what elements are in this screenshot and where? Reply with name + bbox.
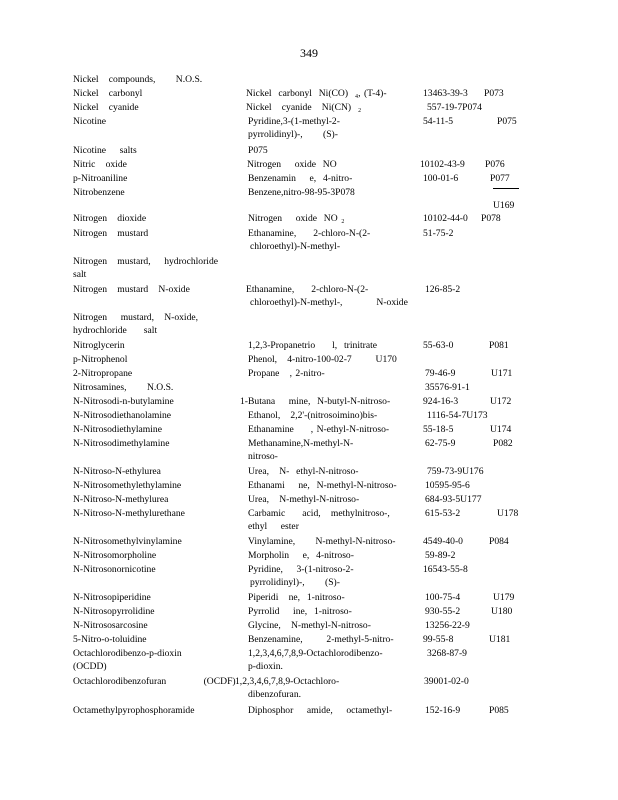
substance-name: N-Nitrosodi-n-butylamine [73, 396, 174, 407]
substance-name: 5-Nitro-o-toluidine [73, 634, 147, 645]
substance-name: N-Nitroso-N-methylurethane [73, 508, 185, 519]
substance-name: Nitrogen mustard, N-oxide, [73, 312, 199, 323]
chemical-abstracts-name: Benzenamin e, 4-nitro- [248, 173, 353, 184]
chemical-abstracts-name: Glycine, N-methyl-N-nitroso- [248, 620, 371, 631]
chemical-abstracts-name: Nitrogen oxide NO ₂ [248, 213, 345, 224]
chemical-abstracts-name: Nickel carbonyl Ni(CO) ₄, (T-4)- [246, 88, 387, 99]
chemical-abstracts-name: Urea, N-methyl-N-nitroso- [248, 494, 360, 505]
substance-name: Octachlorodibenzo-p-dioxin [73, 648, 182, 659]
substance-name: Octamethylpyrophosphoramide [73, 705, 195, 716]
waste-code: P085 [489, 705, 509, 716]
cas-number: 62-75-9 [425, 438, 456, 449]
page-number: 349 [300, 46, 318, 60]
cas-number: 152-16-9 [425, 705, 461, 716]
chemical-abstracts-name: Nitrogen oxide NO [247, 159, 337, 170]
substance-name: N-Nitrosodiethylamine [73, 424, 162, 435]
cas-number: 16543-55-8 [423, 564, 468, 575]
substance-name: N-Nitrosonornicotine [73, 564, 156, 575]
substance-name: Nitrosamines, N.O.S. [73, 382, 174, 393]
chemical-abstracts-name: Ethanamine, 2-chloro-N-(2- [248, 228, 371, 239]
chemical-abstracts-name: Benzenamine, 2-methyl-5-nitro- [248, 634, 394, 645]
chemical-abstracts-name: 1-Butana mine, N-butyl-N-nitroso- [240, 396, 391, 407]
chemical-abstracts-name: Vinylamine, N-methyl-N-nitroso- [248, 536, 396, 547]
cas-number: 59-89-2 [425, 550, 456, 561]
chemical-abstracts-name: ethyl ester [248, 520, 299, 532]
cas-number: 3268-87-9 [427, 648, 467, 659]
substance-name: 2-Nitropropane [73, 368, 133, 379]
substance-name: Nitrogen mustard N-oxide [73, 284, 190, 295]
chemical-abstracts-name: 1,2,3-Propanetrio l, trinitrate [248, 340, 378, 351]
cas-number: 39001-02-0 [424, 676, 469, 687]
waste-code: U178 [497, 508, 519, 519]
substance-name: Nitrogen mustard [73, 228, 149, 239]
substance-name: N-Nitrososarcosine [73, 620, 148, 631]
cas-number: 557-19-7P074 [427, 102, 482, 113]
chemical-abstracts-name: Diphosphor amide, octamethyl- [248, 705, 393, 716]
chemical-abstracts-name: Morpholin e, 4-nitroso- [248, 550, 354, 561]
waste-code: U169 [493, 200, 515, 211]
cas-number: 615-53-2 [425, 508, 461, 519]
waste-code: P081 [489, 340, 509, 351]
chemical-abstracts-name: Urea, N- ethyl-N-nitroso- [248, 466, 359, 477]
cas-number: 55-18-5 [423, 424, 454, 435]
substance-name: Nickel carbonyl [73, 88, 143, 99]
waste-code: U181 [489, 634, 511, 645]
cas-number: 759-73-9U176 [427, 466, 484, 477]
substance-name: N-Nitroso-N-ethylurea [73, 466, 161, 477]
cas-number: 51-75-2 [423, 228, 454, 239]
waste-code: P082 [493, 438, 513, 449]
chemical-abstracts-name: Ethanamine, 2-chloro-N-(2- [246, 284, 369, 295]
substance-name: Nitric oxide [73, 159, 127, 170]
chemical-abstracts-name: Pyrrolid ine, 1-nitroso- [248, 606, 352, 617]
chemical-abstracts-name: p-dioxin. [248, 660, 283, 672]
chemical-abstracts-name: Propane , 2-nitro- [248, 368, 325, 379]
waste-code: U179 [493, 592, 515, 603]
cas-number: 13463-39-3 [423, 88, 468, 99]
chemical-abstracts-name: Ethanami ne, N-methyl-N-nitroso- [248, 480, 397, 491]
chemical-abstracts-name: chloroethyl)-N-methyl-, N-oxide [250, 296, 408, 308]
substance-name: Nicotine [73, 116, 107, 127]
substance-name: N-Nitrosopiperidine [73, 592, 151, 603]
substance-name: N-Nitroso-N-methylurea [73, 494, 169, 505]
chemical-abstracts-name: 1,2,3,4,6,7,8,9-Octachlorodibenzo- [248, 648, 383, 659]
waste-code: P077 [490, 173, 510, 184]
chemical-abstracts-name: Pyridine, 3-(1-nitroso-2- [248, 564, 354, 575]
substance-name: p-Nitrophenol [73, 354, 128, 365]
cas-number: 13256-22-9 [425, 620, 470, 631]
chemical-abstracts-name: pyrrolidinyl)-, (S)- [248, 128, 338, 140]
cas-number: 126-85-2 [425, 284, 461, 295]
cas-number: 99-55-8 [423, 634, 454, 645]
chemical-abstracts-name: nitroso- [248, 450, 278, 462]
cas-number: 930-55-2 [425, 606, 461, 617]
chemical-abstracts-name: Methanamine,N-methyl-N- [248, 438, 354, 449]
substance-name: N-Nitrosomethylvinylamine [73, 536, 182, 547]
cas-number: 100-75-4 [425, 592, 461, 603]
chemical-abstracts-name: chloroethyl)-N-methyl- [250, 240, 341, 252]
substance-name: Octachlorodibenzofuran (OCDF) [73, 676, 236, 687]
cas-number: 4549-40-0 [423, 536, 463, 547]
waste-code: U172 [490, 396, 512, 407]
cas-number: 684-93-5U177 [425, 494, 482, 505]
waste-code: P084 [489, 536, 509, 547]
chemical-abstracts-name: Ethanol, 2,2'-(nitrosoimino)bis- [248, 410, 378, 421]
table-rule [493, 188, 519, 189]
cas-number: 924-16-3 [423, 396, 459, 407]
chemical-abstracts-name: dibenzofuran. [248, 688, 302, 700]
substance-name: Nitroglycerin [73, 340, 125, 351]
chemical-abstracts-name: Pyridine,3-(1-methyl-2- [248, 116, 340, 127]
chemical-abstracts-name: Ethanamine , N-ethyl-N-nitroso- [248, 424, 390, 435]
substance-name: N-Nitrosodimethylamine [73, 438, 170, 449]
waste-code: U180 [491, 606, 513, 617]
cas-number: 54-11-5 [423, 116, 454, 127]
substance-name: N-Nitrosopyrrolidine [73, 606, 155, 617]
substance-name: Nickel cyanide [73, 102, 139, 113]
cas-number: 10102-44-0 [423, 213, 468, 224]
waste-code: U171 [491, 368, 513, 379]
cas-number: 55-63-0 [423, 340, 454, 351]
substance-name: Nitrobenzene [73, 187, 125, 198]
substance-name: Nitrogen mustard, hydrochloride [73, 256, 219, 267]
substance-name: (OCDD) [73, 660, 107, 672]
cas-number: 100-01-6 [423, 173, 459, 184]
substance-name: hydrochloride salt [73, 324, 158, 336]
chemical-abstracts-name: P075 [248, 145, 268, 156]
waste-code: P078 [481, 213, 501, 224]
chemical-abstracts-name: Piperidi ne, 1-nitroso- [248, 592, 345, 603]
substance-name: p-Nitroaniline [73, 173, 128, 184]
cas-number: 10102-43-9 [420, 159, 465, 170]
chemical-abstracts-name: Phenol, 4-nitro-100-02-7 U170 [248, 354, 397, 365]
waste-code: P075 [497, 116, 517, 127]
cas-number: 79-46-9 [425, 368, 456, 379]
substance-name: N-Nitrosomorpholine [73, 550, 157, 561]
chemical-abstracts-name: Benzene,nitro-98-95-3P078 [248, 187, 355, 198]
substance-name: Nicotine salts [73, 145, 137, 156]
substance-name: Nickel compounds, N.O.S. [73, 74, 203, 85]
chemical-abstracts-name: Nickel cyanide Ni(CN) ₂ [246, 102, 362, 113]
substance-name: salt [73, 268, 87, 280]
cas-number: 10595-95-6 [425, 480, 470, 491]
waste-code: P073 [484, 88, 504, 99]
chemical-abstracts-name: pyrrolidinyl)-, (S)- [250, 576, 340, 588]
cas-number: 35576-91-1 [425, 382, 470, 393]
chemical-abstracts-name: 1,2,3,4,6,7,8,9-Octachloro- [235, 676, 340, 687]
waste-code: P076 [485, 159, 505, 170]
waste-code: U174 [490, 424, 512, 435]
substance-name: N-Nitrosomethylethylamine [73, 480, 182, 491]
substance-name: N-Nitrosodiethanolamine [73, 410, 172, 421]
substance-name: Nitrogen dioxide [73, 213, 147, 224]
chemical-abstracts-name: Carbamic acid, methylnitroso-, [248, 508, 390, 519]
cas-number: 1116-54-7U173 [427, 410, 488, 421]
